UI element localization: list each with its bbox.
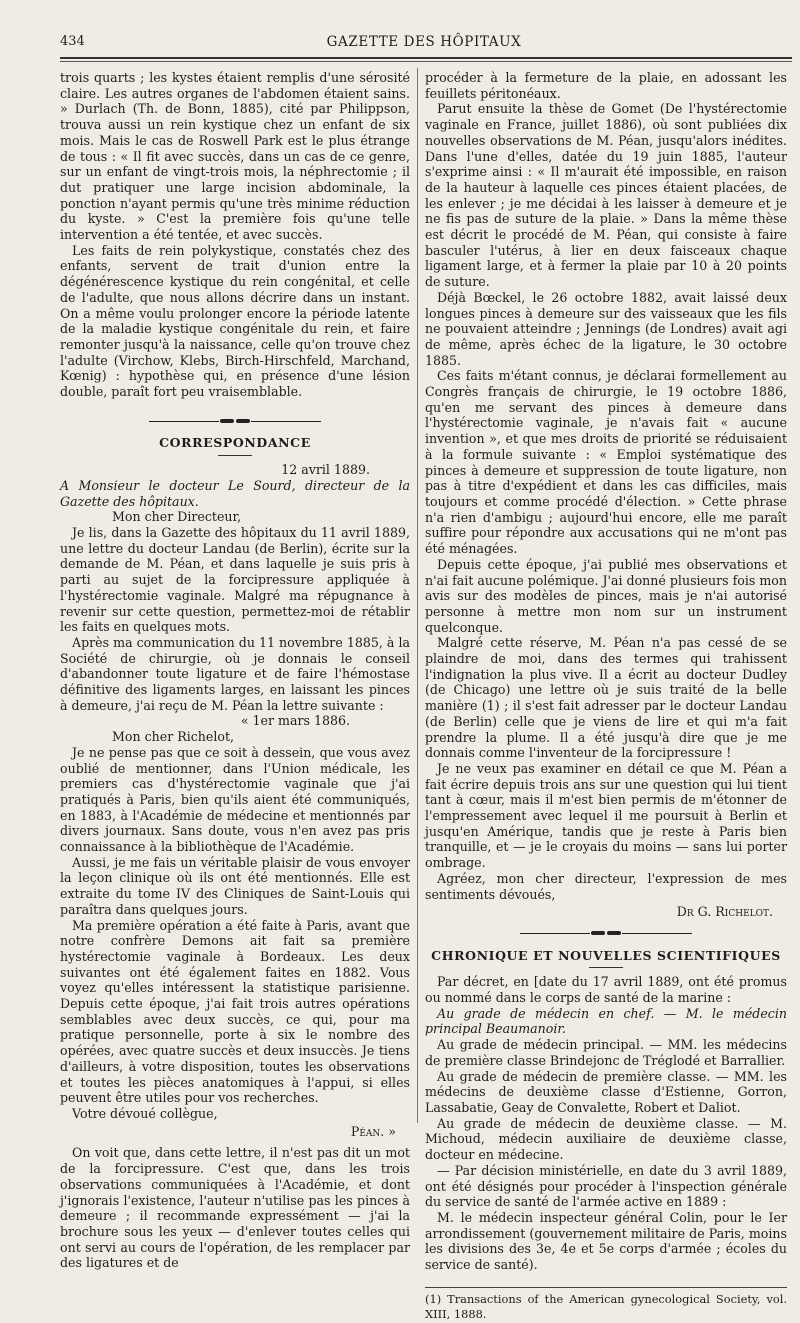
- header-rule-thin: [60, 61, 792, 62]
- news-item: — Par décision ministérielle, en date du 3 avril 1889, ont été désignés pour procéder à l'inspection générale du service de santé de l'armée active en 1889 :: [425, 1162, 787, 1210]
- quoted-letter-date: « 1er mars 1886.: [240, 713, 350, 729]
- paragraph: Agréez, mon cher directeur, l'expression de mes sentiments dévoués,: [425, 870, 787, 902]
- column-divider: [417, 68, 418, 1123]
- letter-date: 12 avril 1889.: [281, 462, 370, 478]
- header-rule: [60, 57, 792, 59]
- news-item: Par décret, en [date du 17 avril 1889, ont été promus ou nommé dans le corps de santé de la marine :: [425, 974, 787, 1006]
- left-column: [60, 70, 410, 1271]
- quoted-letter-salutation: Mon cher Richelot,: [112, 729, 235, 745]
- section-title-chronique: CHRONIQUE ET NOUVELLES SCIENTIFIQUES: [431, 947, 781, 963]
- letter-salutation: Mon cher Directeur,: [112, 509, 242, 525]
- paragraph: Aussi, je me fais un véritable plaisir de vous envoyer la leçon clinique où ils ont été mentionnés. Elle est extraite du tome IV des Cliniques de Saint-Louis qui paraîtra dans quelques jours.: [60, 854, 410, 917]
- section-ornament: [425, 926, 787, 942]
- section-ornament: [60, 414, 410, 430]
- letter-address: A Monsieur le docteur Le Sourd, directeur de la Gazette des hôpitaux.: [60, 477, 410, 509]
- paragraph: Ces faits m'étant connus, je déclarai formellement au Congrès français de chirurgie, le 19 octobre 1886, qu'en me servant des pinces à demeure dans l'hystérectomie vaginale, je n'avais fait « aucune invention », et que mes droits de priorité se réduisaient à la formule suivante : « Emploi systématique des pinces à demeure et suppression de toute ligature, non pas à titre d'expédient et dans les cas difficiles, mais toujours et comme procédé d'élection. » Cette phrase n'a rien d'ambigu ; aujourd'hui encore, elle me paraît suffire pour répondre aux accusations qui ne m'ont pas été ménagées.: [425, 368, 787, 557]
- right-column: [425, 70, 787, 1323]
- paragraph: Malgré cette réserve, M. Péan n'a pas cessé de se plaindre de moi, dans des termes qui trahissent l'indignation la plus vive. Il a écrit au docteur Dudley (de Chicago) une lettre où je suis traité de la belle manière (1) ; il s'est fait adresser par le docteur Landau (de Berlin) celle que je viens de lire et qui m'a fait prendre la plume. Il a été jusqu'à dire que je me donnais comme l'inventeur de la forcipressure !: [425, 635, 787, 761]
- paragraph: Ma première opération a été faite à Paris, avant que notre confrère Demons ait fait sa première hystérectomie vaginale à Bordeaux. Les deux suivantes ont été également faites en 1882. Vous voyez qu'elles intéressent la statistique parisienne. Depuis cette époque, j'ai fait trois autres opérations semblables avec deux succès, ce qui, pour ma pratique personnelle, porte à six le nombre des opérées, avec quatre succès et deux insuccès. Je tiens d'ailleurs, à votre disposition, toutes les observations et toutes les pièces anatomiques à l'appui, si elles peuvent être utiles pour vos recherches.: [60, 917, 410, 1106]
- news-item: Au grade de médecin de première classe. — MM. les médecins de deuxième classe d'Estienne, Gorron, Lassabatie, Geay de Convalette, Robert et Daliot.: [425, 1068, 787, 1115]
- signature-richelot: Dr G. Richelot.: [676, 904, 773, 920]
- paragraph: Je ne pense pas que ce soit à dessein, que vous avez oublié de mentionner, dans l'Union médicale, les premiers cas d'hystérectomie vaginale que j'ai pratiqués à Paris, bien qu'ils aient été communiqués, en 1883, à l'Académie de médecine et mentionnés par divers journaux. Sans doute, vous n'en avez pas pris connaissance à la bibliothèque de l'Académie.: [60, 744, 410, 855]
- news-item: M. le médecin inspecteur général Colin, pour le Ier arrondissement (gouvernement militaire de Paris, moins les divisions des 3e, 4e et 5e corps d'armée ; écoles du service de santé).: [425, 1209, 787, 1273]
- paragraph: Depuis cette époque, j'ai publié mes observations et n'ai fait aucune polémique. J'ai donné plusieurs fois mon avis sur des modèles de pinces, mais je n'ai autorisé personne à mettre mon nom sur un instrument quelconque.: [425, 556, 787, 635]
- news-item: Au grade de médecin principal. — MM. les médecins de première classe Brindejonc de Tréglodé et Barrallier.: [425, 1037, 787, 1068]
- paragraph: Je lis, dans la Gazette des hôpitaux du 11 avril 1889, une lettre du docteur Landau (de Berlin), écrite sur la demande de M. Péan, et dans laquelle je suis pris à parti au sujet de la forcipressure appliquée à l'hystérectomie vaginale. Malgré ma répugnance à revenir sur cette question, permettez-moi de rétablir les faits en quelques mots.: [60, 524, 410, 635]
- page-header: [60, 30, 788, 56]
- short-rule: [218, 455, 252, 456]
- page-number: 434: [60, 34, 85, 49]
- news-item: Au grade de médecin de deuxième classe. — M. Michoud, médecin auxiliaire de deuxième classe, docteur en médecine.: [425, 1115, 787, 1163]
- section-title-correspondance: CORRESPONDANCE: [159, 435, 311, 451]
- short-rule: [589, 967, 623, 968]
- closing: Votre dévoué collègue,: [72, 1106, 218, 1121]
- paragraph: procéder à la fermeture de la plaie, en adossant les feuillets péritonéaux.: [425, 70, 787, 101]
- paragraph: Les faits de rein polykystique, constatés chez des enfants, servent de trait d'union entre la dégénérescence kystique du rein congénital, et celle de l'adulte, que nous allons décrire dans un instant. On a même voulu prolonger encore la période latente de la maladie kystique congénitale du rein, et faire remonter jusqu'à la naissance, celle qu'on trouve chez l'adulte (Virchow, Klebs, Birch-Hirschfeld, Marchand, Kœnig) : hypothèse qui, en présence d'une lésion double, paraît fort peu vraisemblable.: [60, 242, 410, 400]
- footnote-rule: [425, 1287, 787, 1288]
- paragraph: trois quarts ; les kystes étaient remplis d'une sérosité claire. Les autres organes de l'abdomen étaient sains. » Durlach (Th. de Bonn, 1885), cité par Philippson, trouva aussi un rein kystique chez un enfant de six mois. Mais le cas de Roswell Park est le plus étrange de tous : « Il fit avec succès, dans un cas de ce genre, sur un enfant de vingt-trois mois, la néphrectomie ; il dut pratiquer une large incision abdominale, la ponction n'ayant permis qu'une très minime réduction du kyste. » C'est la première fois qu'une telle intervention a été tentée, et avec succès.: [60, 70, 410, 243]
- paragraph: Après ma communication du 11 novembre 1885, à la Société de chirurgie, où je donnais le conseil d'abandonner toute ligature et de faire l'hémostase définitive des ligaments larges, en laissant les pinces à demeure, j'ai reçu de M. Péan la lettre suivante :: [60, 634, 410, 713]
- running-head: GAZETTE DES HÔPITAUX: [326, 34, 522, 50]
- footnote: (1) Transactions of the American gynecological Society, vol. XIII, 1888.: [425, 1291, 787, 1322]
- paragraph: Je ne veux pas examiner en détail ce que M. Péan a fait écrire depuis trois ans sur une question qui lui tient tant à cœur, mais il m'est bien permis de m'étonner de l'empressement avec lequel il me poursuit à Berlin et jusqu'en Amérique, tandis que je reste à Paris bien tranquille, et — je le croyais du moins — sans lui porter ombrage.: [425, 760, 787, 871]
- signature-pean: Péan. »: [350, 1123, 396, 1139]
- news-item: Au grade de médecin en chef. — M. le médecin principal Beaumanoir.: [425, 1005, 787, 1037]
- paragraph: On voit que, dans cette lettre, il n'est pas dit un mot de la forcipressure. C'est que, dans les trois observations communiquées à l'Académie, et dont j'ignorais l'existence, l'auteur n'utilise pas les pinces à demeure ; il recommande expressément — j'ai la brochure sous les yeux — d'enlever toutes celles qui ont servi au cours de l'opération, de les remplacer par des ligatures et de: [60, 1145, 410, 1271]
- paragraph: Parut ensuite la thèse de Gomet (De l'hystérectomie vaginale en France, juillet 1886), où sont publiées dix nouvelles observations de M. Péan, jusqu'alors inédites. Dans l'une d'elles, datée du 19 juin 1885, l'auteur s'exprime ainsi : « Il m'aurait été impossible, en raison de la hauteur à laquelle ces pinces étaient placées, de les enlever ; je me décidai à les laisser à demeure et je ne fis pas de suture de la plaie. » Dans la même thèse est décrit le procédé de M. Péan, qui consiste à faire basculer l'utérus, à lier en deux faisceaux chaque ligament large, et à fermer la plaie par 10 à 20 points de suture.: [425, 101, 787, 290]
- paragraph: Déjà Bœckel, le 26 octobre 1882, avait laissé deux longues pinces à demeure sur des vaisseaux que les fils ne pouvaient atteindre ; Jennings (de Londres) avait agi de même, après échec de la ligature, le 30 octobre 1885.: [425, 289, 787, 368]
